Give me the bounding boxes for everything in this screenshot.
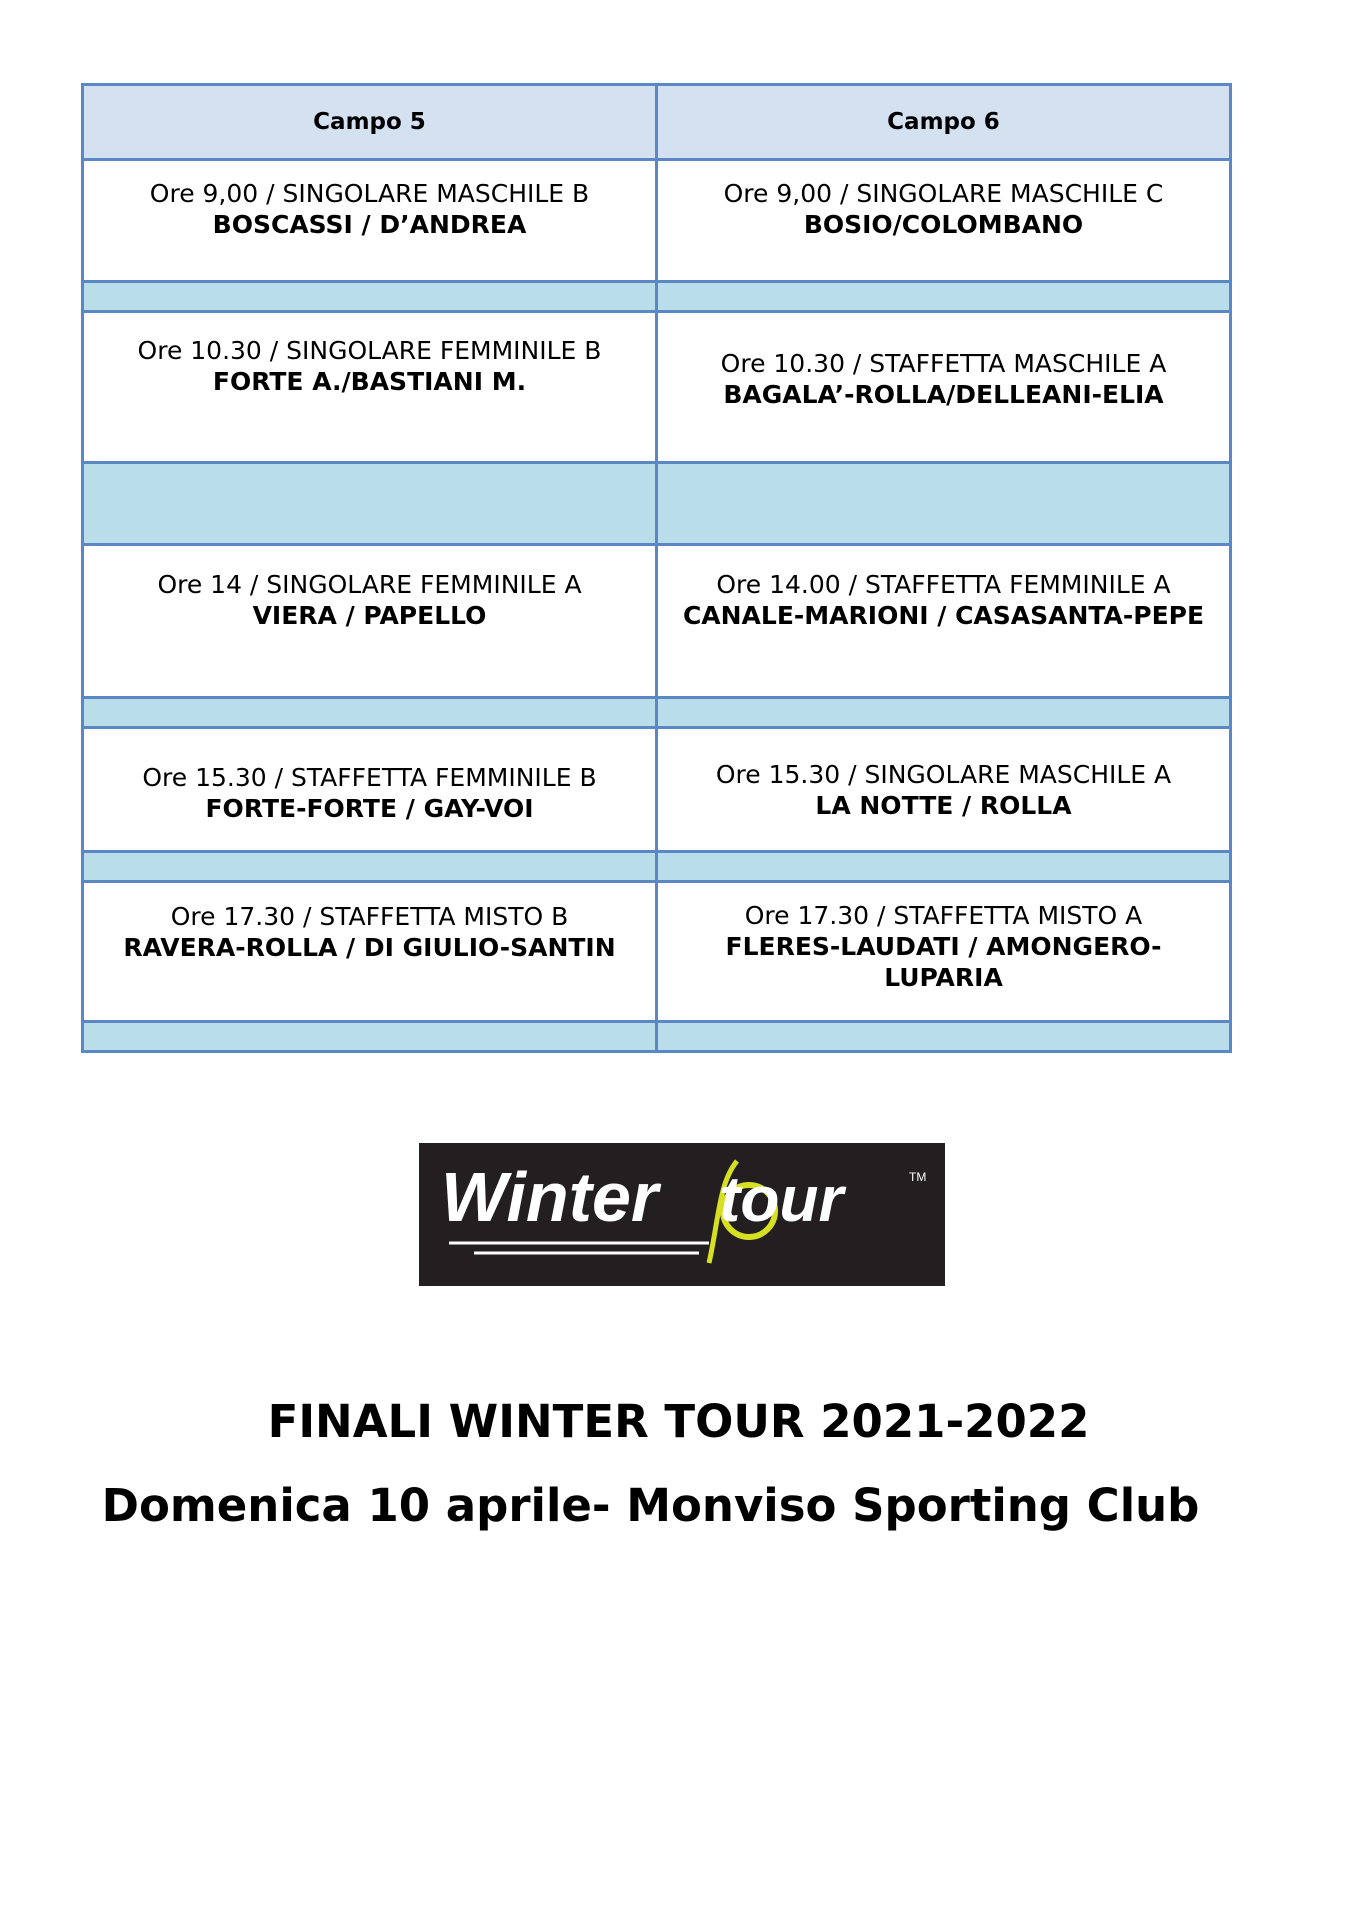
column-header-campo-6: Campo 6 — [657, 85, 1231, 160]
separator-cell — [83, 282, 657, 312]
separator-cell — [657, 282, 1231, 312]
separator-row — [83, 698, 1231, 728]
match-players: FORTE A./BASTIANI M. — [212, 367, 527, 396]
match-players: BAGALA’-ROLLA/DELLEANI-ELIA — [723, 380, 1164, 409]
separator-row — [83, 463, 1231, 545]
match-players: BOSCASSI / D’ANDREA — [212, 209, 527, 239]
match-cell — [657, 160, 1231, 282]
match-players: RAVERA-ROLLA / DI GIULIO-SANTIN — [123, 932, 616, 962]
winter-tour-logo — [419, 1143, 945, 1286]
header-row — [83, 85, 1231, 160]
logo-word-winter: Winter — [441, 1158, 659, 1236]
logo-word-tour: tour — [719, 1163, 844, 1235]
separator-cell — [657, 852, 1231, 882]
schedule-table — [81, 83, 1232, 1053]
match-time-category: Ore 15.30 / SINGOLARE MASCHILE A — [715, 759, 1172, 789]
separator-row — [83, 852, 1231, 882]
match-time-category: Ore 15.30 / STAFFETTA FEMMINILE B — [142, 762, 597, 792]
match-time-category: Ore 10.30 / STAFFETTA MASCHILE A — [720, 349, 1167, 378]
separator-cell — [83, 463, 657, 545]
match-row — [83, 545, 1231, 698]
match-cell — [83, 160, 657, 282]
logo-trademark: TM — [909, 1170, 927, 1184]
separator-cell — [83, 698, 657, 728]
match-players: CANALE-MARIONI / CASASANTA-PEPE — [682, 601, 1205, 630]
match-cell — [657, 545, 1231, 698]
match-row — [83, 312, 1231, 463]
match-cell — [657, 728, 1231, 852]
match-cell — [83, 728, 657, 852]
match-time-category: Ore 9,00 / SINGOLARE MASCHILE B — [149, 178, 590, 208]
match-players: LA NOTTE / ROLLA — [815, 790, 1072, 820]
match-time-category: Ore 17.30 / STAFFETTA MISTO B — [170, 901, 569, 931]
match-players: FORTE-FORTE / GAY-VOI — [205, 793, 534, 823]
match-row — [83, 160, 1231, 282]
match-players: VIERA / PAPELLO — [252, 601, 487, 630]
winter-tour-logo-graphic — [419, 1143, 945, 1286]
match-time-category: Ore 17.30 / STAFFETTA MISTO A — [744, 901, 1143, 930]
match-cell — [83, 545, 657, 698]
footer-title: FINALI WINTER TOUR 2021-2022 — [267, 1395, 1090, 1448]
separator-row — [83, 282, 1231, 312]
separator-row — [83, 1022, 1231, 1052]
separator-cell — [83, 852, 657, 882]
match-cell — [83, 882, 657, 1022]
separator-cell — [657, 1022, 1231, 1052]
match-time-category: Ore 14 / SINGOLARE FEMMINILE A — [157, 570, 582, 599]
match-cell — [83, 312, 657, 463]
match-players: FLERES-LAUDATI / AMONGERO-LUPARIA — [725, 932, 1162, 992]
match-players: BOSIO/COLOMBANO — [803, 209, 1084, 239]
match-time-category: Ore 9,00 / SINGOLARE MASCHILE C — [723, 178, 1164, 208]
footer-subtitle: Domenica 10 aprile- Monviso Sporting Club — [101, 1479, 1200, 1532]
separator-cell — [657, 463, 1231, 545]
match-cell — [657, 882, 1231, 1022]
match-time-category: Ore 14.00 / STAFFETTA FEMMINILE A — [716, 570, 1171, 599]
match-row — [83, 728, 1231, 852]
match-row — [83, 882, 1231, 1022]
column-header-campo-5: Campo 5 — [83, 85, 657, 160]
separator-cell — [657, 698, 1231, 728]
separator-cell — [83, 1022, 657, 1052]
match-time-category: Ore 10.30 / SINGOLARE FEMMINILE B — [137, 336, 602, 365]
match-cell — [657, 312, 1231, 463]
